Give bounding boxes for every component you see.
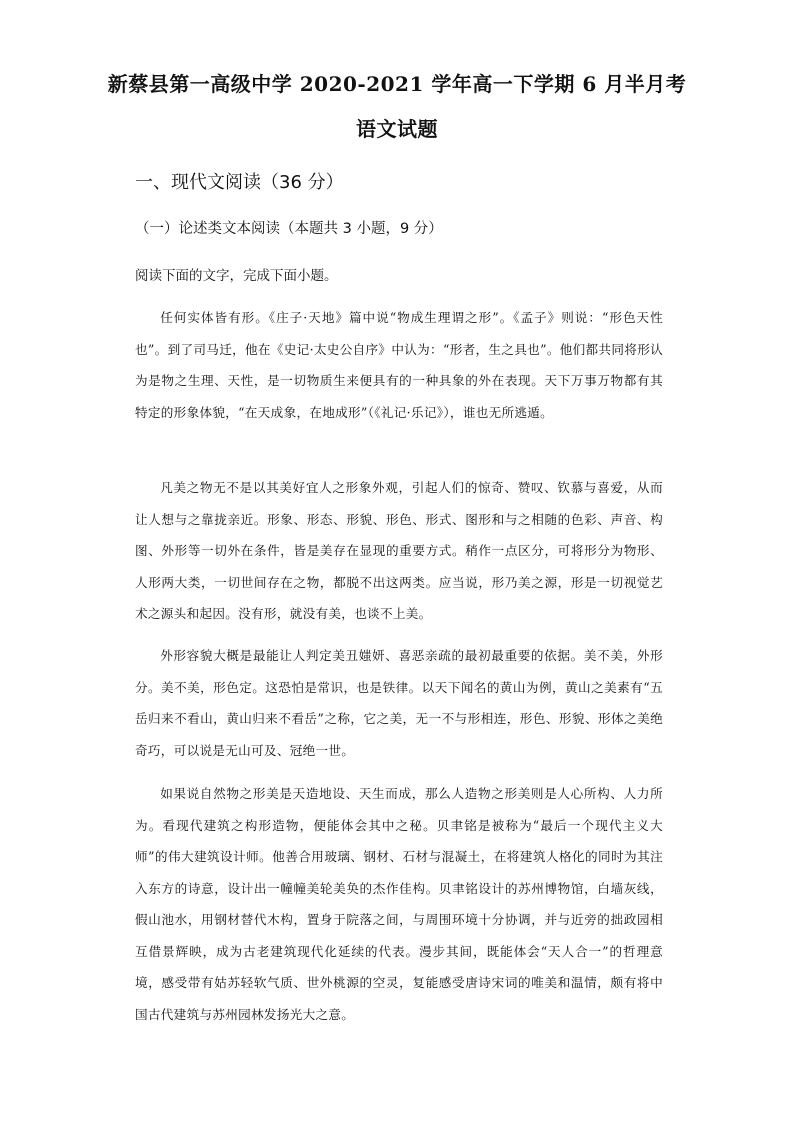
exam-subject-title: 语文试题 [356, 117, 438, 141]
reading-instruction: 阅读下面的文字，完成下面小题。 [135, 268, 338, 284]
passage-paragraph-1: 任何实体皆有形。《庄子·天地》篇中说“物成生理谓之形”。《孟子》则说：“形色天性也”。到了司马迁，他在《史记·太史公自序》中认为：“形者，生之具也”。他们都共同将形认为是物之生理、天性，是一切物质生来便具有的一种具象的外在表现。天下万事万物都有其特定的形象体貌，“在天成象，在地成形”（《礼记·乐记》），谁也无所逃遁。 [135, 310, 663, 420]
passage-paragraph-4: 如果说自然物之形美是天造地设、天生而成，那么人造物之形美则是人心所构、人力所为。看现代建筑之构形造物，便能体会其中之秘。贝聿铭是被称为“最后一个现代主义大师”的伟大建筑设计师。他善合用玻璃、钢材、石材与混凝土，在将建筑人格化的同时为其注入东方的诗意，设计出一幢幢美轮美奂的杰作佳构。贝聿铭设计的苏州博物馆，白墙灰线，假山池水，用钢材替代木构，置身于院落之间，与周围环境十分协调，并与近旁的拙政园相互借景辉映，成为古老建筑现代化延续的代表。漫步其间，既能体会“天人合一”的哲理意境，感受带有姑苏轻软气质、世外桃源的空灵，复能感受唐诗宋词的唯美和温情，颇有将中国古代建筑与苏州园林发扬光大之意。 [135, 786, 663, 1022]
passage-paragraph-2: 凡美之物无不是以其美好宜人之形象外观，引起人们的惊奇、赞叹、钦慕与喜爱，从而让人想与之靠拢亲近。形象、形态、形貌、形色、形式、图形和与之相随的色彩、声音、构图、外形等一切外在条件，皆是美存在显现的重要方式。稍作一点区分，可将形分为物形、人形两大类，一切世间存在之物，都脱不出这两类。应当说，形乃美之源，形是一切视觉艺术之源头和起因。没有形，就没有美，也谈不上美。 [135, 480, 663, 621]
passage-paragraph-3: 外形容貌大概是最能让人判定美丑媸妍、喜恶亲疏的最初最重要的依据。美不美，外形分。美不美，形色定。这恐怕是常识，也是铁律。以天下闻名的黄山为例，黄山之美素有“五岳归来不看山，黄山归来不看岳”之称，它之美，无一不与形相连，形色、形貌、形体之美绝奇巧，可以说是无山可及、冠绝一世。 [135, 648, 663, 758]
subsection-heading: （一）论述类文本阅读（本题共 3 小题，9 分） [135, 221, 443, 237]
section-heading: 一、现代文阅读（36 分） [135, 172, 344, 193]
exam-title: 新蔡县第一高级中学 2020-2021 学年高一下学期 6 月半月考 [107, 72, 687, 96]
